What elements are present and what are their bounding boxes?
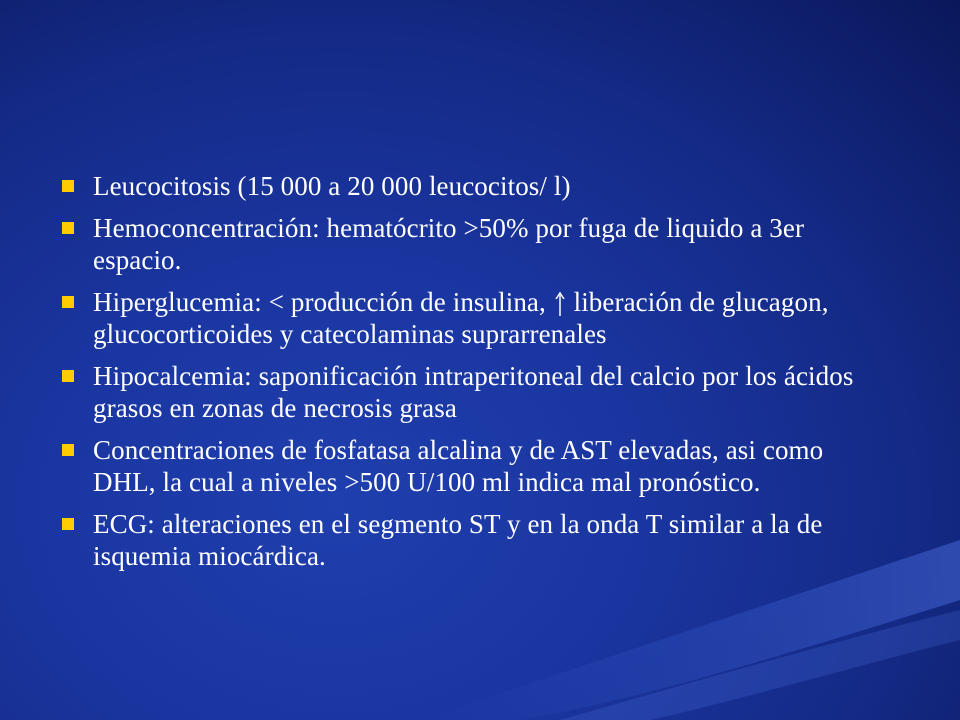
bullet-hemoconcentracion (62, 212, 882, 276)
bullet-marker (62, 370, 74, 382)
bullet-marker (62, 296, 74, 308)
bullet-list (62, 170, 882, 582)
bullet-hipocalcemia (62, 360, 882, 424)
bullet-marker (62, 518, 74, 530)
bullet-marker (62, 444, 74, 456)
bullet-hiperglucemia (62, 286, 882, 350)
bullet-text: Concentraciones de fosfatasa alcalina y de AST elevadas, asi como DHL, la cual a niveles >500 U/100 ml indica mal pronóstico. (93, 435, 824, 497)
bullet-text: Hemoconcentración: hematócrito >50% por fuga de liquido a 3er espacio. (93, 213, 805, 275)
bullet-concentraciones (62, 434, 882, 498)
bullet-text: Hipocalcemia: saponificación intraperitoneal del calcio por los ácidos grasos en zonas de necrosis grasa (93, 361, 854, 423)
bullet-text: Leucocitosis (15 000 a 20 000 leucocitos/ l) (93, 171, 571, 201)
bullet-text-after: liberación de glucagon, glucocorticoides y catecolaminas suprarrenales (93, 287, 829, 349)
bullet-text-before: Hiperglucemia: < producción de insulina, (93, 287, 546, 317)
arrow-up-icon (554, 291, 566, 317)
bullet-marker (62, 222, 74, 234)
bullet-text: ECG: alteraciones en el segmento ST y en la onda T similar a la de isquemia miocárdica. (93, 509, 823, 571)
bullet-leucocitosis (62, 170, 882, 202)
bullet-ecg (62, 508, 882, 572)
bullet-marker (62, 180, 74, 192)
